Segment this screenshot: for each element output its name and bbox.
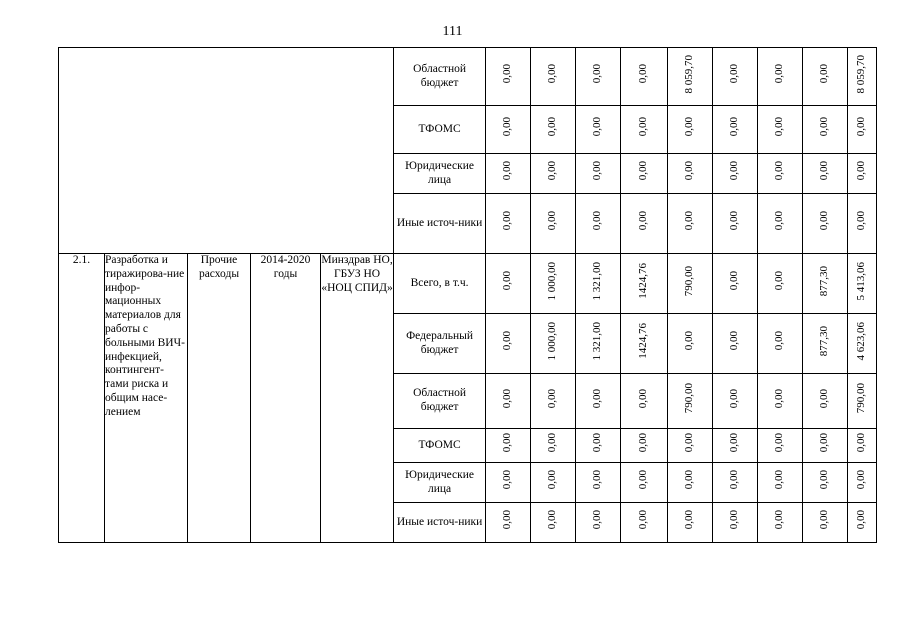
value-text: 0,00 (591, 470, 604, 490)
value-text: 0,00 (546, 510, 559, 530)
value-text: 0,00 (818, 470, 831, 490)
value-text: 0,00 (728, 161, 741, 181)
value-text: 877,30 (818, 325, 831, 357)
value-cell (486, 314, 531, 374)
value-text: 0,00 (637, 64, 650, 84)
value-text: 0,00 (773, 117, 786, 137)
table-row (59, 48, 877, 106)
value-cell (713, 194, 758, 254)
value-text: 0,00 (728, 433, 741, 453)
value-cell (803, 194, 848, 254)
value-text: 0,00 (546, 388, 559, 409)
value-cell (758, 503, 803, 543)
value-cell (758, 314, 803, 374)
source-label: Федеральный бюджет (394, 314, 486, 374)
value-text: 0,00 (773, 388, 786, 409)
value-cell (758, 429, 803, 463)
value-cell (713, 429, 758, 463)
value-text: 1 000,00 (546, 261, 559, 301)
value-text: 1 000,00 (546, 321, 559, 361)
value-text: 0,00 (501, 271, 514, 291)
value-text: 0,00 (728, 211, 741, 231)
value-cell (803, 314, 848, 374)
value-cell (668, 194, 713, 254)
value-text: 1 321,00 (591, 261, 604, 301)
value-cell (486, 194, 531, 254)
value-text: 0,00 (773, 470, 786, 490)
value-text: 0,00 (591, 433, 604, 453)
value-text: 4 623,06 (855, 321, 868, 361)
value-text: 0,00 (683, 211, 696, 231)
value-text: 0,00 (501, 64, 514, 84)
value-text: 0,00 (501, 433, 514, 453)
value-cell (621, 194, 668, 254)
value-text: 0,00 (818, 64, 831, 84)
value-cell (621, 254, 668, 314)
value-text: 0,00 (501, 388, 514, 409)
value-cell (803, 503, 848, 543)
value-text: 0,00 (683, 433, 696, 453)
value-cell (576, 503, 621, 543)
value-cell (621, 374, 668, 429)
value-text: 0,00 (855, 161, 868, 181)
value-text: 0,00 (855, 117, 868, 137)
value-cell (668, 48, 713, 106)
blank-merged-cell (59, 48, 394, 254)
value-text: 8 059,70 (683, 54, 696, 94)
value-cell (621, 503, 668, 543)
value-cell (758, 154, 803, 194)
value-cell (758, 254, 803, 314)
value-text: 790,00 (683, 265, 696, 297)
value-text: 0,00 (501, 211, 514, 231)
value-text: 0,00 (855, 433, 868, 453)
value-text: 0,00 (728, 510, 741, 530)
value-text: 0,00 (818, 117, 831, 137)
value-cell (668, 374, 713, 429)
value-cell (848, 106, 877, 154)
value-cell (576, 154, 621, 194)
value-cell (531, 154, 576, 194)
value-text: 0,00 (773, 271, 786, 291)
value-cell (486, 48, 531, 106)
value-text: 0,00 (546, 161, 559, 181)
value-text: 0,00 (773, 161, 786, 181)
value-text: 8 059,70 (855, 54, 868, 94)
period: 2014-2020 годы (251, 254, 321, 543)
value-cell (848, 503, 877, 543)
value-text: 0,00 (591, 510, 604, 530)
value-text: 0,00 (683, 510, 696, 530)
value-cell (486, 254, 531, 314)
value-cell (758, 106, 803, 154)
value-text: 0,00 (773, 433, 786, 453)
value-text: 0,00 (501, 161, 514, 181)
value-cell (848, 254, 877, 314)
value-cell (576, 48, 621, 106)
value-text: 0,00 (773, 331, 786, 351)
value-cell (848, 374, 877, 429)
value-text: 5 413,06 (855, 261, 868, 301)
value-text: 0,00 (773, 510, 786, 530)
value-cell (803, 429, 848, 463)
page-number: 111 (442, 24, 463, 39)
value-text: 0,00 (818, 433, 831, 453)
value-cell (848, 48, 877, 106)
value-cell (713, 48, 758, 106)
value-text: 0,00 (637, 117, 650, 137)
value-text: 0,00 (818, 161, 831, 181)
activity-name: Разработка и тиражирова-ние инфор-мационных материалов для работы с больными ВИЧ-инфекцией, контингент-тами риска и общим насе-лением (105, 254, 188, 543)
value-cell (713, 374, 758, 429)
table-row (59, 254, 877, 314)
value-cell (576, 314, 621, 374)
value-cell (803, 463, 848, 503)
value-cell (576, 429, 621, 463)
value-cell (668, 254, 713, 314)
value-text: 0,00 (501, 331, 514, 351)
value-cell (758, 463, 803, 503)
value-text: 0,00 (591, 64, 604, 84)
value-text: 0,00 (728, 331, 741, 351)
value-cell (531, 48, 576, 106)
value-text: 0,00 (501, 470, 514, 490)
value-cell (713, 314, 758, 374)
value-text: 0,00 (501, 510, 514, 530)
value-text: 0,00 (637, 433, 650, 453)
source-label: Юридические лица (394, 463, 486, 503)
value-text: 0,00 (728, 470, 741, 490)
value-cell (576, 463, 621, 503)
value-text: 0,00 (818, 510, 831, 530)
value-text: 1424,76 (637, 323, 650, 359)
value-cell (803, 48, 848, 106)
value-text: 0,00 (728, 271, 741, 291)
value-cell (531, 429, 576, 463)
value-text: 0,00 (728, 117, 741, 137)
value-cell (848, 314, 877, 374)
value-cell (758, 194, 803, 254)
value-text: 0,00 (818, 388, 831, 409)
value-text: 0,00 (637, 211, 650, 231)
value-cell (713, 106, 758, 154)
value-cell (576, 194, 621, 254)
value-cell (621, 154, 668, 194)
value-text: 0,00 (855, 211, 868, 231)
value-cell (576, 374, 621, 429)
value-text: 0,00 (591, 161, 604, 181)
executor: Минздрав НО, ГБУЗ НО «НОЦ СПИД» (321, 254, 394, 543)
value-text: 0,00 (683, 117, 696, 137)
value-cell (803, 154, 848, 194)
source-label: ТФОМС (394, 429, 486, 463)
value-text: 0,00 (637, 161, 650, 181)
value-cell (758, 48, 803, 106)
value-cell (713, 503, 758, 543)
source-label: Юридические лица (394, 154, 486, 194)
value-cell (713, 463, 758, 503)
value-text: 0,00 (501, 117, 514, 137)
value-cell (576, 254, 621, 314)
value-text: 0,00 (683, 331, 696, 351)
value-cell (576, 106, 621, 154)
source-label: Областной бюджет (394, 374, 486, 429)
value-cell (668, 106, 713, 154)
value-cell (621, 48, 668, 106)
value-text: 0,00 (546, 470, 559, 490)
value-cell (668, 154, 713, 194)
value-cell (668, 429, 713, 463)
value-cell (531, 503, 576, 543)
value-text: 0,00 (637, 470, 650, 490)
value-cell (531, 194, 576, 254)
value-text: 0,00 (773, 211, 786, 231)
value-cell (668, 503, 713, 543)
source-label: ТФОМС (394, 106, 486, 154)
value-text: 0,00 (637, 510, 650, 530)
source-label: Областной бюджет (394, 48, 486, 106)
value-cell (621, 463, 668, 503)
value-text: 0,00 (683, 161, 696, 181)
value-text: 0,00 (546, 211, 559, 231)
value-cell (758, 374, 803, 429)
value-text: 0,00 (855, 510, 868, 530)
value-cell (803, 374, 848, 429)
value-text: 0,00 (728, 388, 741, 409)
value-text: 0,00 (546, 433, 559, 453)
value-text: 1424,76 (637, 263, 650, 299)
value-cell (531, 254, 576, 314)
value-cell (486, 429, 531, 463)
value-text: 0,00 (546, 64, 559, 84)
value-cell (486, 106, 531, 154)
value-text: 0,00 (591, 388, 604, 409)
value-cell (621, 106, 668, 154)
value-text: 0,00 (591, 117, 604, 137)
source-label: Всего, в т.ч. (394, 254, 486, 314)
value-cell (486, 463, 531, 503)
value-cell (531, 106, 576, 154)
value-text: 0,00 (728, 64, 741, 84)
value-cell (668, 463, 713, 503)
value-text: 0,00 (818, 211, 831, 231)
source-label: Иные источ-ники (394, 194, 486, 254)
value-text: 790,00 (855, 383, 868, 414)
value-cell (486, 154, 531, 194)
value-cell (621, 429, 668, 463)
value-cell (848, 463, 877, 503)
value-text: 0,00 (637, 388, 650, 409)
value-cell (668, 314, 713, 374)
value-cell (848, 194, 877, 254)
value-text: 1 321,00 (591, 321, 604, 361)
value-cell (486, 503, 531, 543)
value-cell (713, 154, 758, 194)
value-cell (486, 374, 531, 429)
value-cell (803, 254, 848, 314)
activity-number: 2.1. (59, 254, 105, 543)
value-text: 0,00 (773, 64, 786, 84)
value-text: 0,00 (855, 470, 868, 490)
value-text: 0,00 (546, 117, 559, 137)
value-cell (713, 254, 758, 314)
funding-table (58, 47, 877, 543)
value-cell (803, 106, 848, 154)
value-cell (531, 314, 576, 374)
value-cell (531, 374, 576, 429)
value-text: 877,30 (818, 265, 831, 297)
value-cell (531, 463, 576, 503)
value-cell (848, 429, 877, 463)
expense-type: Прочие расходы (188, 254, 251, 543)
value-text: 790,00 (683, 383, 696, 414)
value-cell (621, 314, 668, 374)
source-label: Иные источ-ники (394, 503, 486, 543)
value-cell (848, 154, 877, 194)
value-text: 0,00 (683, 470, 696, 490)
value-text: 0,00 (591, 211, 604, 231)
